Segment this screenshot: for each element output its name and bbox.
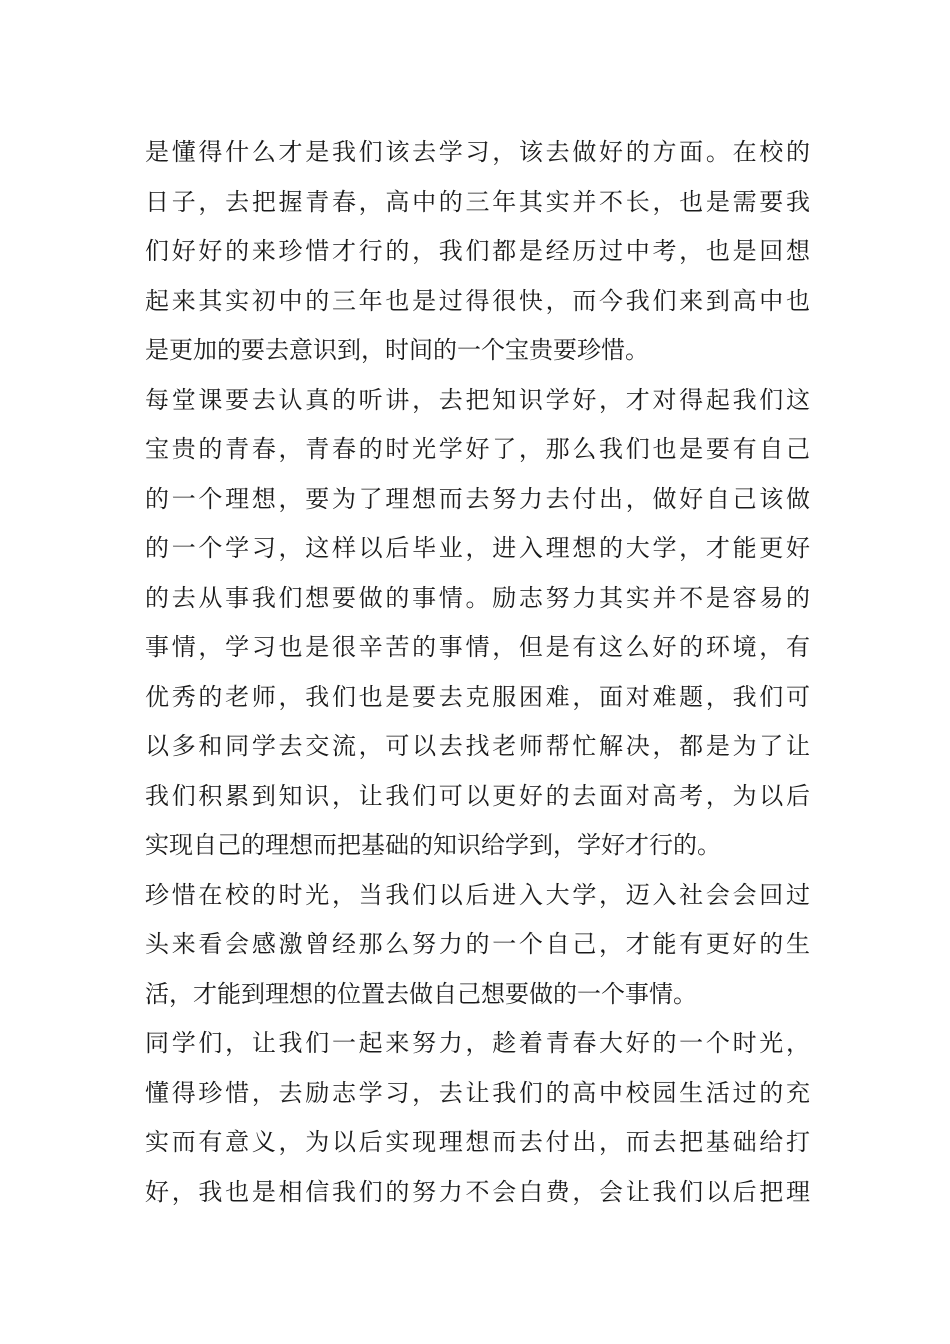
text-line: 好，我也是相信我们的努力不会白费，会让我们以后把理 [145, 1177, 810, 1206]
text-line: 是更加的要去意识到，时间的一个宝贵要珍惜。 [145, 336, 649, 364]
text-line: 起来其实初中的三年也是过得很快，而今我们来到高中也 [145, 286, 810, 315]
text-line: 珍惜在校的时光，当我们以后进入大学，迈入社会会回过 [145, 880, 810, 909]
text-line: 是懂得什么才是我们该去学习，该去做好的方面。在校的 [145, 138, 810, 166]
text-line: 我们积累到知识，让我们可以更好的去面对高考，为以后 [145, 781, 810, 810]
text-line: 的去从事我们想要做的事情。励志努力其实并不是容易的 [145, 583, 810, 612]
text-line: 以多和同学去交流，可以去找老师帮忙解决，都是为了让 [145, 732, 810, 760]
text-line: 实现自己的理想而把基础的知识给学到，学好才行的。 [145, 831, 721, 859]
text-line: 的一个学习，这样以后毕业，进入理想的大学，才能更好 [145, 534, 810, 562]
text-line: 优秀的老师，我们也是要去克服困难，面对难题，我们可 [145, 682, 810, 711]
text-line: 宝贵的青春，青春的时光学好了，那么我们也是要有自己 [145, 435, 810, 463]
text-line: 的一个理想，要为了理想而去努力去付出，做好自己该做 [145, 484, 810, 513]
text-line: 活，才能到理想的位置去做自己想要做的一个事情。 [145, 979, 697, 1008]
text-line: 实而有意义，为以后实现理想而去付出，而去把基础给打 [145, 1128, 810, 1156]
text-line: 头来看会感激曾经那么努力的一个自己，才能有更好的生 [145, 930, 810, 958]
text-line: 懂得珍惜，去励志学习，去让我们的高中校园生活过的充 [145, 1078, 810, 1107]
text-line: 日子，去把握青春，高中的三年其实并不长，也是需要我 [145, 187, 810, 216]
text-line: 同学们，让我们一起来努力，趁着青春大好的一个时光， [145, 1029, 810, 1057]
text-line: 们好好的来珍惜才行的，我们都是经历过中考，也是回想 [145, 237, 810, 265]
text-line: 每堂课要去认真的听讲，去把知识学好，才对得起我们这 [145, 385, 810, 414]
text-line: 事情，学习也是很辛苦的事情，但是有这么好的环境，有 [145, 633, 810, 661]
body-text [145, 128, 810, 1217]
